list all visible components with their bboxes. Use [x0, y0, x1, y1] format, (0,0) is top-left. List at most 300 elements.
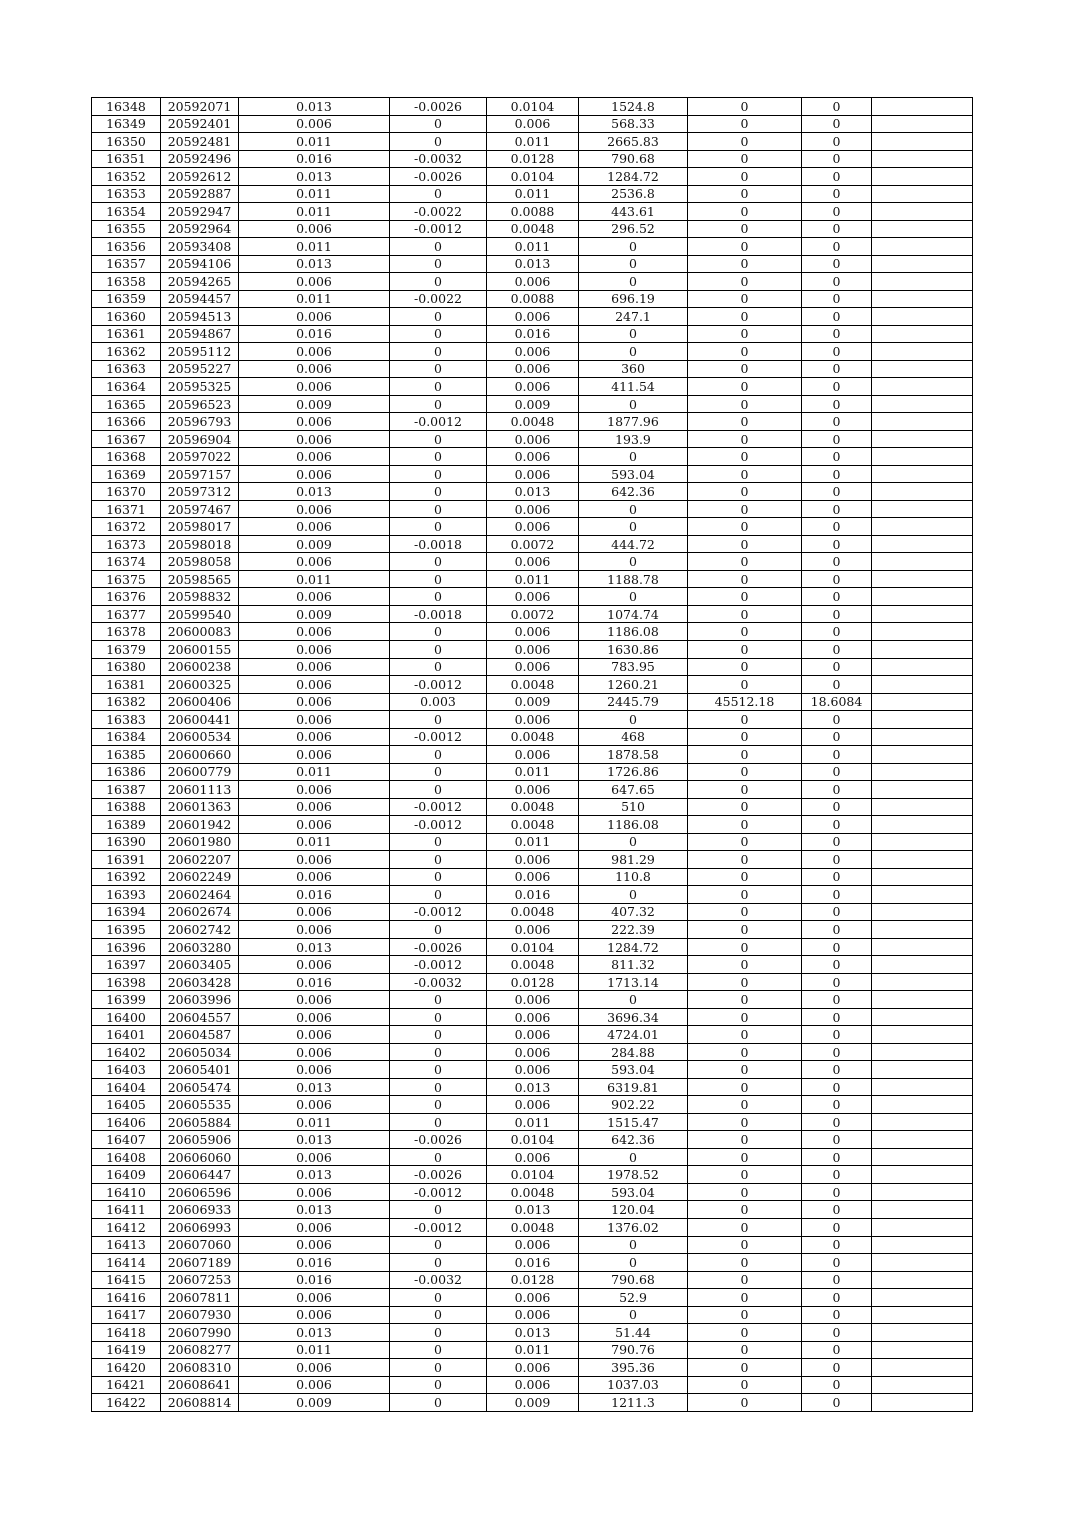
empty-cell [872, 273, 973, 291]
empty-cell [872, 1166, 973, 1184]
amount-cell: 1877.96 [579, 413, 688, 431]
value-c-cell: 0.006 [487, 1148, 579, 1166]
empty-cell [872, 938, 973, 956]
id-cell: 20600534 [161, 728, 239, 746]
value-e-cell: 0 [802, 763, 872, 781]
value-d-cell: 0 [688, 1113, 802, 1131]
amount-cell: 0 [579, 1148, 688, 1166]
value-a-cell: 0.013 [239, 483, 390, 501]
value-d-cell: 0 [688, 728, 802, 746]
amount-cell: 902.22 [579, 1096, 688, 1114]
data-table [91, 97, 973, 1412]
value-a-cell: 0.006 [239, 623, 390, 641]
value-e-cell: 0 [802, 255, 872, 273]
value-c-cell: 0.006 [487, 360, 579, 378]
value-a-cell: 0.009 [239, 605, 390, 623]
id-cell: 20602207 [161, 851, 239, 869]
row-number-cell: 16405 [92, 1096, 161, 1114]
value-d-cell: 0 [688, 1324, 802, 1342]
empty-cell [872, 570, 973, 588]
table-row [92, 448, 973, 466]
row-number-cell: 16387 [92, 781, 161, 799]
value-e-cell: 0 [802, 325, 872, 343]
row-number-cell: 16403 [92, 1061, 161, 1079]
value-d-cell: 0 [688, 711, 802, 729]
table-row [92, 1078, 973, 1096]
value-a-cell: 0.013 [239, 1201, 390, 1219]
value-b-cell: -0.0012 [390, 903, 487, 921]
value-e-cell: 0 [802, 1096, 872, 1114]
value-b-cell: 0 [390, 1096, 487, 1114]
value-d-cell: 0 [688, 115, 802, 133]
value-c-cell: 0.0048 [487, 903, 579, 921]
value-e-cell: 0 [802, 623, 872, 641]
value-c-cell: 0.011 [487, 833, 579, 851]
empty-cell [872, 991, 973, 1009]
amount-cell: 1284.72 [579, 168, 688, 186]
table-row [92, 535, 973, 553]
table-row [92, 798, 973, 816]
value-d-cell: 0 [688, 1341, 802, 1359]
table-row [92, 1324, 973, 1342]
value-e-cell: 0 [802, 903, 872, 921]
value-e-cell: 0 [802, 676, 872, 694]
value-e-cell: 0 [802, 711, 872, 729]
amount-cell: 193.9 [579, 430, 688, 448]
value-e-cell: 0 [802, 728, 872, 746]
value-c-cell: 0.006 [487, 430, 579, 448]
amount-cell: 0 [579, 325, 688, 343]
value-a-cell: 0.016 [239, 1254, 390, 1272]
value-c-cell: 0.0088 [487, 290, 579, 308]
empty-cell [872, 448, 973, 466]
value-c-cell: 0.0104 [487, 168, 579, 186]
value-c-cell: 0.006 [487, 658, 579, 676]
value-e-cell: 0 [802, 816, 872, 834]
empty-cell [872, 220, 973, 238]
value-d-cell: 0 [688, 238, 802, 256]
value-a-cell: 0.006 [239, 1306, 390, 1324]
table-row [92, 1008, 973, 1026]
row-number-cell: 16379 [92, 640, 161, 658]
value-a-cell: 0.006 [239, 500, 390, 518]
table-row [92, 1201, 973, 1219]
empty-cell [872, 781, 973, 799]
value-b-cell: -0.0012 [390, 728, 487, 746]
value-d-cell: 0 [688, 98, 802, 116]
id-cell: 20601980 [161, 833, 239, 851]
value-a-cell: 0.011 [239, 290, 390, 308]
value-c-cell: 0.006 [487, 1359, 579, 1377]
value-b-cell: -0.0012 [390, 676, 487, 694]
table-row [92, 325, 973, 343]
value-c-cell: 0.0048 [487, 220, 579, 238]
empty-cell [872, 1096, 973, 1114]
amount-cell: 3696.34 [579, 1008, 688, 1026]
id-cell: 20593408 [161, 238, 239, 256]
value-b-cell: -0.0012 [390, 1183, 487, 1201]
value-c-cell: 0.013 [487, 255, 579, 273]
row-number-cell: 16365 [92, 395, 161, 413]
amount-cell: 411.54 [579, 378, 688, 396]
empty-cell [872, 378, 973, 396]
value-b-cell: 0 [390, 640, 487, 658]
amount-cell: 120.04 [579, 1201, 688, 1219]
value-c-cell: 0.011 [487, 238, 579, 256]
amount-cell: 1376.02 [579, 1219, 688, 1237]
value-e-cell: 0 [802, 1166, 872, 1184]
table-row [92, 1131, 973, 1149]
value-e-cell: 0 [802, 395, 872, 413]
empty-cell [872, 290, 973, 308]
value-c-cell: 0.006 [487, 1008, 579, 1026]
empty-cell [872, 851, 973, 869]
value-d-cell: 0 [688, 203, 802, 221]
value-c-cell: 0.006 [487, 851, 579, 869]
value-c-cell: 0.0048 [487, 816, 579, 834]
value-b-cell: -0.0012 [390, 798, 487, 816]
table-row [92, 1376, 973, 1394]
id-cell: 20606447 [161, 1166, 239, 1184]
table-row [92, 1394, 973, 1412]
value-d-cell: 0 [688, 903, 802, 921]
table-row [92, 1341, 973, 1359]
table-row [92, 956, 973, 974]
value-e-cell: 0 [802, 273, 872, 291]
id-cell: 20592481 [161, 133, 239, 151]
empty-cell [872, 150, 973, 168]
value-d-cell: 0 [688, 500, 802, 518]
value-b-cell: 0 [390, 1341, 487, 1359]
value-a-cell: 0.006 [239, 903, 390, 921]
id-cell: 20603405 [161, 956, 239, 974]
value-e-cell: 0 [802, 956, 872, 974]
value-c-cell: 0.006 [487, 640, 579, 658]
value-e-cell: 0 [802, 1201, 872, 1219]
empty-cell [872, 1341, 973, 1359]
amount-cell: 790.68 [579, 150, 688, 168]
value-d-cell: 0 [688, 343, 802, 361]
value-b-cell: 0 [390, 1148, 487, 1166]
empty-cell [872, 1131, 973, 1149]
amount-cell: 811.32 [579, 956, 688, 974]
value-e-cell: 0 [802, 640, 872, 658]
id-cell: 20594457 [161, 290, 239, 308]
row-number-cell: 16355 [92, 220, 161, 238]
row-number-cell: 16368 [92, 448, 161, 466]
row-number-cell: 16360 [92, 308, 161, 326]
empty-cell [872, 518, 973, 536]
id-cell: 20605535 [161, 1096, 239, 1114]
amount-cell: 1524.8 [579, 98, 688, 116]
value-c-cell: 0.0128 [487, 973, 579, 991]
empty-cell [872, 833, 973, 851]
row-number-cell: 16410 [92, 1183, 161, 1201]
empty-cell [872, 1289, 973, 1307]
table-row [92, 238, 973, 256]
row-number-cell: 16380 [92, 658, 161, 676]
value-d-cell: 0 [688, 1394, 802, 1412]
id-cell: 20601363 [161, 798, 239, 816]
row-number-cell: 16393 [92, 886, 161, 904]
value-d-cell: 0 [688, 868, 802, 886]
value-e-cell: 0 [802, 605, 872, 623]
value-e-cell: 0 [802, 921, 872, 939]
value-e-cell: 0 [802, 588, 872, 606]
value-e-cell: 0 [802, 150, 872, 168]
value-c-cell: 0.0048 [487, 413, 579, 431]
id-cell: 20592401 [161, 115, 239, 133]
table-row [92, 465, 973, 483]
id-cell: 20606933 [161, 1201, 239, 1219]
amount-cell: 284.88 [579, 1043, 688, 1061]
table-row [92, 781, 973, 799]
value-a-cell: 0.006 [239, 1026, 390, 1044]
amount-cell: 568.33 [579, 115, 688, 133]
id-cell: 20600238 [161, 658, 239, 676]
id-cell: 20604557 [161, 1008, 239, 1026]
row-number-cell: 16388 [92, 798, 161, 816]
value-b-cell: 0 [390, 343, 487, 361]
value-e-cell: 0 [802, 1394, 872, 1412]
value-b-cell: -0.0032 [390, 1271, 487, 1289]
row-number-cell: 16384 [92, 728, 161, 746]
row-number-cell: 16412 [92, 1219, 161, 1237]
row-number-cell: 16418 [92, 1324, 161, 1342]
table-row [92, 430, 973, 448]
amount-cell: 110.8 [579, 868, 688, 886]
value-c-cell: 0.016 [487, 886, 579, 904]
id-cell: 20602249 [161, 868, 239, 886]
row-number-cell: 16397 [92, 956, 161, 974]
id-cell: 20600406 [161, 693, 239, 711]
id-cell: 20600441 [161, 711, 239, 729]
id-cell: 20603996 [161, 991, 239, 1009]
id-cell: 20606060 [161, 1148, 239, 1166]
value-c-cell: 0.006 [487, 553, 579, 571]
id-cell: 20601113 [161, 781, 239, 799]
value-c-cell: 0.006 [487, 746, 579, 764]
value-b-cell: 0 [390, 921, 487, 939]
value-a-cell: 0.006 [239, 781, 390, 799]
value-b-cell: 0 [390, 1306, 487, 1324]
row-number-cell: 16376 [92, 588, 161, 606]
row-number-cell: 16413 [92, 1236, 161, 1254]
value-e-cell: 0 [802, 413, 872, 431]
row-number-cell: 16386 [92, 763, 161, 781]
value-d-cell: 0 [688, 553, 802, 571]
id-cell: 20596523 [161, 395, 239, 413]
empty-cell [872, 500, 973, 518]
value-d-cell: 0 [688, 1376, 802, 1394]
id-cell: 20598565 [161, 570, 239, 588]
value-a-cell: 0.006 [239, 448, 390, 466]
row-number-cell: 16361 [92, 325, 161, 343]
value-c-cell: 0.0048 [487, 1219, 579, 1237]
empty-cell [872, 325, 973, 343]
amount-cell: 510 [579, 798, 688, 816]
table-row [92, 903, 973, 921]
value-b-cell: 0 [390, 1113, 487, 1131]
table-row [92, 1043, 973, 1061]
value-c-cell: 0.006 [487, 991, 579, 1009]
value-b-cell: -0.0018 [390, 535, 487, 553]
value-c-cell: 0.006 [487, 500, 579, 518]
value-a-cell: 0.013 [239, 1131, 390, 1149]
id-cell: 20592947 [161, 203, 239, 221]
table-row [92, 413, 973, 431]
value-b-cell: 0 [390, 308, 487, 326]
row-number-cell: 16385 [92, 746, 161, 764]
value-e-cell: 0 [802, 1148, 872, 1166]
id-cell: 20607990 [161, 1324, 239, 1342]
value-d-cell: 0 [688, 781, 802, 799]
amount-cell: 0 [579, 255, 688, 273]
table-row [92, 483, 973, 501]
value-c-cell: 0.006 [487, 273, 579, 291]
empty-cell [872, 623, 973, 641]
value-d-cell: 0 [688, 1219, 802, 1237]
value-d-cell: 0 [688, 640, 802, 658]
value-b-cell: -0.0026 [390, 168, 487, 186]
value-e-cell: 0 [802, 483, 872, 501]
empty-cell [872, 1008, 973, 1026]
value-e-cell: 0 [802, 360, 872, 378]
row-number-cell: 16349 [92, 115, 161, 133]
value-a-cell: 0.006 [239, 851, 390, 869]
row-number-cell: 16414 [92, 1254, 161, 1272]
table-body [92, 98, 973, 1412]
table-row [92, 343, 973, 361]
value-b-cell: -0.0022 [390, 203, 487, 221]
amount-cell: 222.39 [579, 921, 688, 939]
value-a-cell: 0.006 [239, 868, 390, 886]
value-e-cell: 0 [802, 308, 872, 326]
row-number-cell: 16382 [92, 693, 161, 711]
value-a-cell: 0.006 [239, 693, 390, 711]
amount-cell: 1186.08 [579, 816, 688, 834]
empty-cell [872, 798, 973, 816]
empty-cell [872, 1026, 973, 1044]
amount-cell: 0 [579, 1306, 688, 1324]
amount-cell: 407.32 [579, 903, 688, 921]
id-cell: 20598832 [161, 588, 239, 606]
value-c-cell: 0.006 [487, 343, 579, 361]
id-cell: 20597022 [161, 448, 239, 466]
value-a-cell: 0.006 [239, 640, 390, 658]
empty-cell [872, 1219, 973, 1237]
value-e-cell: 0 [802, 1376, 872, 1394]
empty-cell [872, 185, 973, 203]
value-d-cell: 0 [688, 1183, 802, 1201]
row-number-cell: 16404 [92, 1078, 161, 1096]
row-number-cell: 16366 [92, 413, 161, 431]
table-row [92, 1061, 973, 1079]
value-d-cell: 0 [688, 448, 802, 466]
value-d-cell: 0 [688, 938, 802, 956]
table-row [92, 921, 973, 939]
id-cell: 20607253 [161, 1271, 239, 1289]
value-a-cell: 0.011 [239, 1341, 390, 1359]
amount-cell: 468 [579, 728, 688, 746]
value-e-cell: 0 [802, 1078, 872, 1096]
amount-cell: 1630.86 [579, 640, 688, 658]
amount-cell: 247.1 [579, 308, 688, 326]
value-d-cell: 0 [688, 518, 802, 536]
value-a-cell: 0.016 [239, 150, 390, 168]
value-e-cell: 0 [802, 168, 872, 186]
value-b-cell: 0 [390, 886, 487, 904]
value-b-cell: -0.0012 [390, 413, 487, 431]
value-b-cell: 0 [390, 1026, 487, 1044]
value-c-cell: 0.0088 [487, 203, 579, 221]
value-a-cell: 0.013 [239, 938, 390, 956]
amount-cell: 443.61 [579, 203, 688, 221]
row-number-cell: 16372 [92, 518, 161, 536]
row-number-cell: 16399 [92, 991, 161, 1009]
value-c-cell: 0.006 [487, 1289, 579, 1307]
id-cell: 20607811 [161, 1289, 239, 1307]
value-e-cell: 0 [802, 553, 872, 571]
value-c-cell: 0.0104 [487, 1166, 579, 1184]
row-number-cell: 16402 [92, 1043, 161, 1061]
value-d-cell: 0 [688, 1271, 802, 1289]
id-cell: 20594867 [161, 325, 239, 343]
id-cell: 20605034 [161, 1043, 239, 1061]
value-c-cell: 0.006 [487, 448, 579, 466]
table-row [92, 308, 973, 326]
table-row [92, 763, 973, 781]
value-d-cell: 0 [688, 658, 802, 676]
value-c-cell: 0.016 [487, 325, 579, 343]
table-row [92, 851, 973, 869]
value-a-cell: 0.016 [239, 886, 390, 904]
id-cell: 20605401 [161, 1061, 239, 1079]
id-cell: 20598018 [161, 535, 239, 553]
value-e-cell: 0 [802, 1183, 872, 1201]
row-number-cell: 16392 [92, 868, 161, 886]
row-number-cell: 16394 [92, 903, 161, 921]
row-number-cell: 16419 [92, 1341, 161, 1359]
value-b-cell: 0 [390, 518, 487, 536]
row-number-cell: 16420 [92, 1359, 161, 1377]
value-b-cell: -0.0012 [390, 816, 487, 834]
value-a-cell: 0.006 [239, 518, 390, 536]
row-number-cell: 16395 [92, 921, 161, 939]
amount-cell: 1713.14 [579, 973, 688, 991]
value-a-cell: 0.006 [239, 465, 390, 483]
id-cell: 20605906 [161, 1131, 239, 1149]
table-row [92, 676, 973, 694]
row-number-cell: 16348 [92, 98, 161, 116]
value-a-cell: 0.006 [239, 430, 390, 448]
id-cell: 20595112 [161, 343, 239, 361]
value-e-cell: 0 [802, 1236, 872, 1254]
amount-cell: 0 [579, 833, 688, 851]
row-number-cell: 16383 [92, 711, 161, 729]
amount-cell: 593.04 [579, 1061, 688, 1079]
value-a-cell: 0.006 [239, 711, 390, 729]
value-c-cell: 0.0104 [487, 98, 579, 116]
value-e-cell: 0 [802, 203, 872, 221]
value-d-cell: 0 [688, 1096, 802, 1114]
id-cell: 20594106 [161, 255, 239, 273]
value-e-cell: 0 [802, 1008, 872, 1026]
id-cell: 20594265 [161, 273, 239, 291]
value-d-cell: 0 [688, 378, 802, 396]
value-d-cell: 0 [688, 1201, 802, 1219]
value-a-cell: 0.006 [239, 553, 390, 571]
